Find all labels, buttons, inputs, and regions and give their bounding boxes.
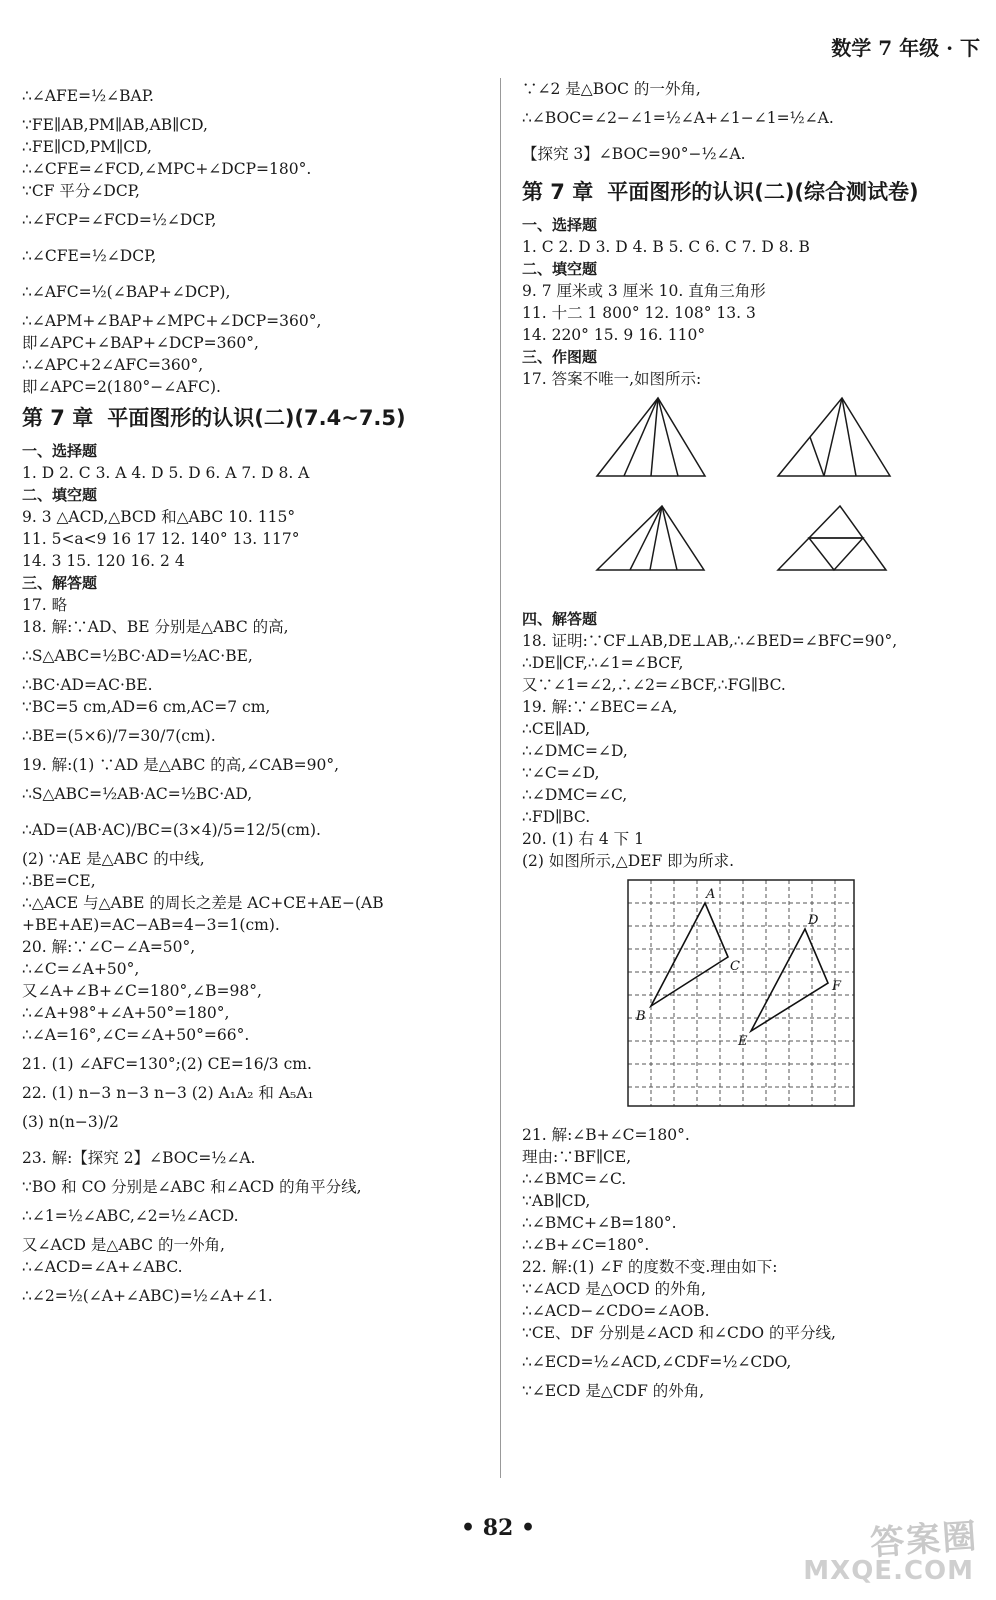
answer-line: 11. 5<a<9 16 17 12. 140° 13. 117° xyxy=(22,530,300,548)
chapter-title: 平面图形的认识(二)(7.4~7.5) xyxy=(107,406,406,430)
answer-line: ∴S△ABC=½BC·AD=½AC·BE, xyxy=(22,647,253,665)
grid-svg xyxy=(626,878,856,1108)
answer-line: 1. D 2. C 3. A 4. D 5. D 6. A 7. D 8. A xyxy=(22,464,310,482)
answer-line: ∵∠ECD 是△CDF 的外角, xyxy=(522,1382,705,1400)
section-heading: 三、作图题 xyxy=(522,348,598,366)
answer-line: 19. 解:(1) ∵AD 是△ABC 的高,∠CAB=90°, xyxy=(22,756,340,774)
triangle-4 xyxy=(778,506,886,570)
answer-line: ∴∠DMC=∠D, xyxy=(522,742,628,760)
right-block-a xyxy=(522,78,984,172)
vertex-label-d: D xyxy=(808,913,819,928)
answer-line: ∵∠ACD 是△OCD 的外角, xyxy=(522,1280,707,1298)
answer-line: (3) n(n−3)/2 xyxy=(22,1113,119,1131)
answer-line: 18. 证明:∵CF⊥AB,DE⊥AB,∴∠BED=∠BFC=90°, xyxy=(522,632,898,650)
vertex-label-f: F xyxy=(832,979,842,994)
text-line: ∴∠APM+∠BAP+∠MPC+∠DCP=360°, xyxy=(22,312,322,330)
text-line: ∴∠BOC=∠2−∠1=½∠A+∠1−∠1=½∠A. xyxy=(522,109,834,127)
answer-line: 又∠ACD 是△ABC 的一外角, xyxy=(22,1236,225,1254)
answer-line: ∵BC=5 cm,AD=6 cm,AC=7 cm, xyxy=(22,698,271,716)
answer-line: 21. (1) ∠AFC=130°;(2) CE=16/3 cm. xyxy=(22,1055,312,1073)
text-line: ∴∠CFE=∠FCD,∠MPC+∠DCP=180°. xyxy=(22,160,312,178)
text-line: 即∠APC+∠BAP+∠DCP=360°, xyxy=(22,334,259,352)
text-line: 【探究 3】∠BOC=90°−½∠A. xyxy=(522,145,746,163)
text-line: ∴∠AFC=½(∠BAP+∠DCP), xyxy=(22,283,231,301)
answer-line: ∵AB∥CD, xyxy=(522,1192,591,1210)
answer-line: 又∵∠1=∠2,∴∠2=∠BCF,∴FG∥BC. xyxy=(522,676,786,694)
page-header: 数学 7 年级 · 下 xyxy=(831,36,980,60)
answer-line: ∴CE∥AD, xyxy=(522,720,591,738)
text-line: ∴∠APC+2∠AFC=360°, xyxy=(22,356,204,374)
chapter-heading xyxy=(22,400,482,436)
answer-line: 理由:∵BF∥CE, xyxy=(522,1148,632,1166)
answer-line: 14. 3 15. 120 16. 2 4 xyxy=(22,552,185,570)
section-heading: 二、填空题 xyxy=(22,486,98,504)
triangle-partition-figure xyxy=(522,394,984,600)
answer-line: 22. (1) n−3 n−3 n−3 (2) A₁A₂ 和 A₅A₁ xyxy=(22,1084,314,1102)
text-line: ∵∠2 是△BOC 的一外角, xyxy=(522,80,701,98)
vertex-label-e: E xyxy=(738,1034,748,1049)
chapter-number: 第 7 章 xyxy=(522,180,594,204)
answer-line: (2) ∵AE 是△ABC 的中线, xyxy=(22,850,205,868)
page-number: • 82 • xyxy=(460,1515,536,1541)
answer-line: 22. 解:(1) ∠F 的度数不变.理由如下: xyxy=(522,1258,778,1276)
answer-line: 19. 解:∵∠BEC=∠A, xyxy=(522,698,678,716)
chapter-heading xyxy=(522,174,984,210)
answer-line: ∵∠C=∠D, xyxy=(522,764,600,782)
watermark-url: MXQE.COM xyxy=(803,1556,974,1586)
answer-line: 9. 3 △ACD,△BCD 和△ABC 10. 115° xyxy=(22,508,296,526)
answer-line: 21. 解:∠B+∠C=180°. xyxy=(522,1126,690,1144)
section-heading: 一、选择题 xyxy=(522,216,598,234)
answer-line: 9. 7 厘米或 3 厘米 10. 直角三角形 xyxy=(522,282,766,300)
answer-line: ∵BO 和 CO 分别是∠ABC 和∠ACD 的角平分线, xyxy=(22,1178,362,1196)
section-heading: 四、解答题 xyxy=(522,610,598,628)
answer-line: ∴BC·AD=AC·BE. xyxy=(22,676,153,694)
answer-line: ∴∠DMC=∠C, xyxy=(522,786,628,804)
answer-line: 23. 解:【探究 2】∠BOC=½∠A. xyxy=(22,1149,256,1167)
answer-line: ∵CE、DF 分别是∠ACD 和∠CDO 的平分线, xyxy=(522,1324,836,1342)
answer-line: ∴FD∥BC. xyxy=(522,808,591,826)
text-line: 即∠APC=2(180°−∠AFC). xyxy=(22,378,221,396)
answer-line: 14. 220° 15. 9 16. 110° xyxy=(522,326,706,344)
triangle-abc xyxy=(651,903,728,1006)
answer-line: ∴∠ACD−∠CDO=∠AOB. xyxy=(522,1302,710,1320)
answer-line: ∴DE∥CF,∴∠1=∠BCF, xyxy=(522,654,684,672)
text-line: ∵FE∥AB,PM∥AB,AB∥CD, xyxy=(22,116,208,134)
answer-line: 又∠A+∠B+∠C=180°,∠B=98°, xyxy=(22,982,262,1000)
right-column xyxy=(522,78,984,1402)
right-block-b xyxy=(522,214,984,390)
vertex-label-c: C xyxy=(730,959,740,974)
vertex-label-a: A xyxy=(706,887,716,902)
triangle-1 xyxy=(597,398,705,476)
answer-line: 11. 十二 1 800° 12. 108° 13. 3 xyxy=(522,304,756,322)
answer-line: 20. (1) 右 4 下 1 xyxy=(522,830,644,848)
text-line: ∴∠FCP=∠FCD=½∠DCP, xyxy=(22,211,217,229)
answer-line: ∴∠2=½(∠A+∠ABC)=½∠A+∠1. xyxy=(22,1287,273,1305)
triangle-partition-svg xyxy=(522,394,962,594)
section-heading: 三、解答题 xyxy=(22,574,98,592)
answer-line: +BE+AE)=AC−AB=4−3=1(cm). xyxy=(22,916,280,934)
column-divider xyxy=(500,78,501,1478)
answer-line: ∴S△ABC=½AB·AC=½BC·AD, xyxy=(22,785,253,803)
answer-line: ∴BE=CE, xyxy=(22,872,96,890)
section-heading: 二、填空题 xyxy=(522,260,598,278)
answer-line: ∴AD=(AB·AC)/BC=(3×4)/5=12/5(cm). xyxy=(22,821,321,839)
answer-line: ∴BE=(5×6)/7=30/7(cm). xyxy=(22,727,216,745)
right-block-d xyxy=(522,1124,984,1402)
answer-line: ∴∠A+98°+∠A+50°=180°, xyxy=(22,1004,230,1022)
answer-line: 18. 解:∵AD、BE 分别是△ABC 的高, xyxy=(22,618,289,636)
text-line: ∴∠AFE=½∠BAP. xyxy=(22,87,154,105)
answer-line: ∴△ACE 与△ABE 的周长之差是 AC+CE+AE−(AB xyxy=(22,894,384,912)
answer-line: ∴∠ECD=½∠ACD,∠CDF=½∠CDO, xyxy=(522,1353,792,1371)
answer-line: ∴∠B+∠C=180°. xyxy=(522,1236,650,1254)
section-heading: 一、选择题 xyxy=(22,442,98,460)
answer-line: ∴∠1=½∠ABC,∠2=½∠ACD. xyxy=(22,1207,239,1225)
left-column xyxy=(22,78,482,1314)
watermark-logo: 答案圈 xyxy=(868,1516,980,1564)
left-block-b xyxy=(22,440,482,1314)
right-block-c xyxy=(522,608,984,872)
answer-line: 17. 略 xyxy=(22,596,68,614)
answer-line: ∴∠BMC=∠C. xyxy=(522,1170,627,1188)
triangle-2 xyxy=(778,398,890,476)
answer-line: 1. C 2. D 3. D 4. B 5. C 6. C 7. D 8. B xyxy=(522,238,810,256)
answer-line: ∴∠A=16°,∠C=∠A+50°=66°. xyxy=(22,1026,250,1044)
translation-grid-figure xyxy=(522,878,984,1114)
text-line: ∵CF 平分∠DCP, xyxy=(22,182,140,200)
text-line: ∴FE∥CD,PM∥CD, xyxy=(22,138,152,156)
vertex-label-b: B xyxy=(636,1009,646,1024)
answer-line: ∴∠BMC+∠B=180°. xyxy=(522,1214,677,1232)
answer-line: 20. 解:∵∠C−∠A=50°, xyxy=(22,938,196,956)
answer-line: ∴∠C=∠A+50°, xyxy=(22,960,140,978)
answer-line: 17. 答案不唯一,如图所示: xyxy=(522,370,702,388)
text-line: ∴∠CFE=½∠DCP, xyxy=(22,247,157,265)
triangle-3 xyxy=(597,506,704,570)
left-block-a xyxy=(22,78,482,398)
answer-line: (2) 如图所示,△DEF 即为所求. xyxy=(522,852,735,870)
chapter-number: 第 7 章 xyxy=(22,406,94,430)
chapter-title: 平面图形的认识(二)(综合测试卷) xyxy=(607,180,919,204)
answer-line: ∴∠ACD=∠A+∠ABC. xyxy=(22,1258,183,1276)
